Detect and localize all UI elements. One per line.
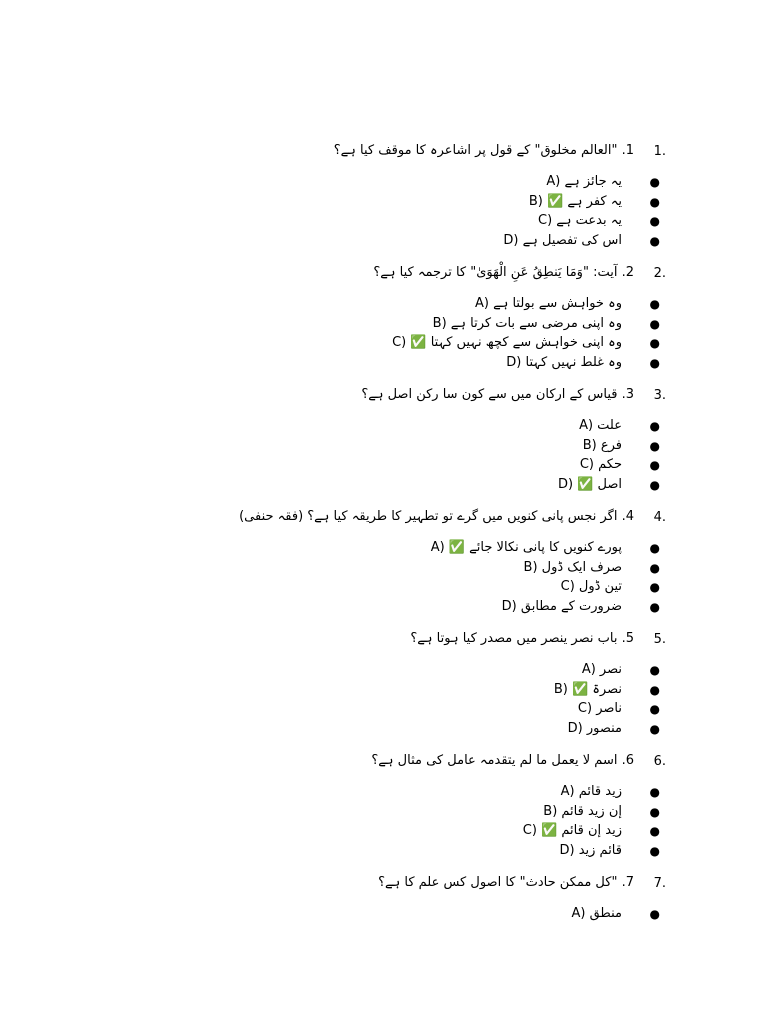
option-item [0, 355, 768, 375]
question-number: 3. [653, 388, 666, 403]
question-6 [0, 752, 768, 862]
question-text: 4. اگر نجس پانی کنویں میں گرے تو تطہیر کا طریقہ کیا ہے؟ (فقہ حنفی) [239, 509, 634, 524]
question-text: 3. قیاس کے ارکان میں سے کون سا رکن اصل ہے؟ [361, 387, 634, 402]
option-text: A) علت [579, 418, 622, 433]
option-item [0, 701, 768, 721]
bullet-icon: ● [649, 175, 660, 189]
option-text: C) یہ بدعت ہے [538, 213, 622, 228]
option-item [0, 194, 768, 214]
option-item [0, 906, 768, 926]
question-text: 2. آیت: "وَمَا يَنطِقُ عَنِ الْهَوَىٰ" کا ترجمہ کیا ہے؟ [373, 265, 634, 280]
question-number: 6. [653, 754, 666, 769]
option-text: B) ✅ یہ کفر ہے [528, 193, 622, 209]
question-number: 7. [653, 876, 666, 891]
option-text: A) ✅ پورے کنویں کا پانی نکالا جائے [430, 540, 622, 555]
question-7 [0, 874, 768, 926]
option-item [0, 457, 768, 477]
bullet-icon: ● [649, 682, 660, 697]
bullet-icon: ● [649, 336, 660, 350]
option-text: D) ضرورت کے مطابق [501, 598, 622, 614]
option-item [0, 174, 768, 194]
question-text: 1. "العالم مخلوق" کے قول پر اشاعرہ کا موقف کیا ہے؟ [333, 143, 634, 158]
question-number: 1. [653, 144, 666, 159]
option-text: B) فرع [582, 437, 622, 453]
bullet-icon: ● [649, 214, 660, 228]
option-item [0, 721, 768, 741]
option-text: D) قائم زید [559, 842, 622, 858]
option-text: D) منصور [567, 720, 622, 736]
bullet-icon: ● [649, 233, 660, 248]
question-text: 6. اسم لا یعمل ما لم یتقدمہ عامل کی مثال ہے؟ [371, 753, 634, 768]
option-item [0, 316, 768, 336]
question-number: 2. [653, 266, 666, 281]
question-5 [0, 630, 768, 740]
bullet-icon: ● [649, 194, 660, 209]
option-item [0, 335, 768, 355]
bullet-icon: ● [649, 458, 660, 472]
bullet-icon: ● [649, 721, 660, 736]
option-list [0, 784, 768, 862]
bullet-icon: ● [649, 419, 660, 433]
option-list [0, 906, 768, 926]
option-item [0, 296, 768, 316]
question-4 [0, 508, 768, 618]
question-2 [0, 264, 768, 374]
option-item [0, 477, 768, 497]
bullet-icon: ● [649, 316, 660, 331]
question-3 [0, 386, 768, 496]
option-list [0, 540, 768, 618]
option-item [0, 438, 768, 458]
option-text: C) ✅ زید إن قائم [522, 823, 622, 838]
option-item [0, 213, 768, 233]
option-item [0, 804, 768, 824]
option-text: C) ناصر [577, 701, 622, 716]
option-list [0, 174, 768, 252]
bullet-icon: ● [649, 785, 660, 799]
bullet-icon: ● [649, 804, 660, 819]
option-text: C) حکم [579, 457, 622, 472]
bullet-icon: ● [649, 541, 660, 555]
option-list [0, 418, 768, 496]
option-text: B) إن زید قائم [543, 803, 622, 819]
option-text: A) زید قائم [560, 784, 622, 799]
bullet-icon: ● [649, 843, 660, 858]
option-text: D) اس کی تفصیل ہے [503, 232, 622, 248]
option-item [0, 662, 768, 682]
option-item [0, 579, 768, 599]
bullet-icon: ● [649, 599, 660, 614]
option-text: A) یہ جائز ہے [546, 174, 622, 189]
option-text: B) صرف ایک ڈول [523, 559, 622, 575]
bullet-icon: ● [649, 663, 660, 677]
option-text: B) ✅ نصرۃ [553, 681, 622, 697]
option-text: D) وہ غلط نہیں کہتا [506, 354, 622, 370]
option-text: A) وہ خواہش سے بولتا ہے [474, 296, 622, 311]
question-text: 5. باب نصر ینصر میں مصدر کیا ہوتا ہے؟ [410, 631, 634, 646]
bullet-icon: ● [649, 297, 660, 311]
question-1 [0, 142, 768, 252]
option-text: A) منطق [571, 906, 622, 921]
option-item [0, 540, 768, 560]
option-text: D) ✅ اصل [557, 476, 622, 492]
bullet-icon: ● [649, 438, 660, 453]
option-item [0, 682, 768, 702]
option-item [0, 784, 768, 804]
bullet-icon: ● [649, 824, 660, 838]
option-item [0, 843, 768, 863]
option-list [0, 662, 768, 740]
option-item [0, 560, 768, 580]
question-number: 5. [653, 632, 666, 647]
bullet-icon: ● [649, 355, 660, 370]
bullet-icon: ● [649, 907, 660, 921]
option-text: B) وہ اپنی مرضی سے بات کرتا ہے [432, 315, 622, 331]
option-list [0, 296, 768, 374]
bullet-icon: ● [649, 702, 660, 716]
option-item [0, 823, 768, 843]
bullet-icon: ● [649, 560, 660, 575]
option-text: C) ✅ وہ اپنی خواہش سے کچھ نہیں کہتا [392, 335, 622, 350]
bullet-icon: ● [649, 477, 660, 492]
option-text: C) تین ڈول [560, 579, 622, 594]
option-item [0, 418, 768, 438]
option-text: A) نصر [581, 662, 622, 677]
option-item [0, 233, 768, 253]
bullet-icon: ● [649, 580, 660, 594]
question-number: 4. [653, 510, 666, 525]
question-text: 7. "کل ممکن حادث" کا اصول کس علم کا ہے؟ [378, 875, 634, 890]
quiz-document [0, 142, 768, 938]
option-item [0, 599, 768, 619]
